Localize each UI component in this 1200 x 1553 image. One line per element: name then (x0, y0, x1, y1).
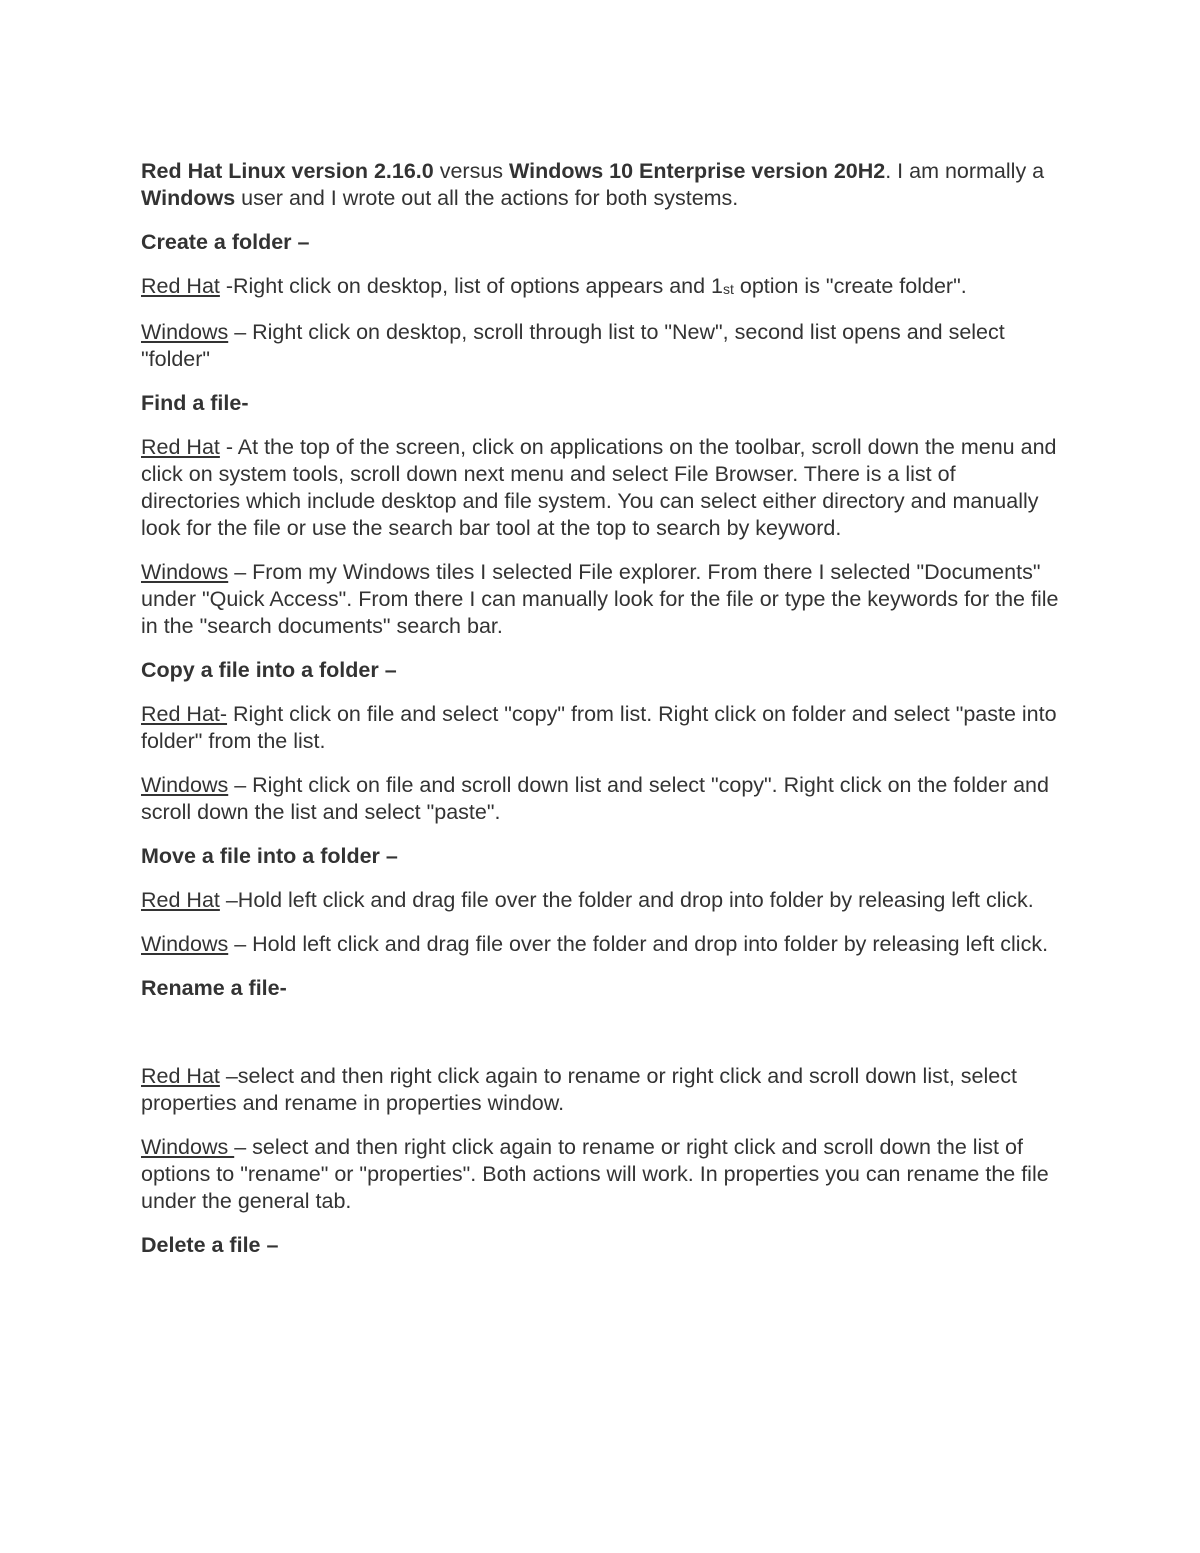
heading-create-folder: Create a folder – (141, 230, 310, 254)
heading-move-file: Move a file into a folder – (141, 844, 398, 868)
superscript-st: st (723, 281, 734, 297)
paragraph-copy-windows (141, 772, 1059, 826)
heading-delete-file: Delete a file – (141, 1233, 279, 1257)
text-find-windows: – From my Windows tiles I selected File explorer. From there I selected "Documents" under "Quick Access". From there I can manually look for the file or type the keywords for the file in the "search documents" search bar. (141, 560, 1059, 638)
paragraph-find-redhat (141, 434, 1059, 542)
paragraph-copy-redhat (141, 701, 1059, 755)
label-redhat: Red Hat (141, 274, 220, 298)
label-windows: Windows (141, 1135, 235, 1159)
paragraph-create-redhat (141, 273, 1059, 302)
label-redhat: Red Hat- (141, 702, 228, 726)
heading-copy-file: Copy a file into a folder – (141, 658, 397, 682)
text-rename-redhat: –select and then right click again to rename or right click and scroll down list, select properties and rename in properties window. (141, 1064, 1017, 1115)
intro-text-3: user and I wrote out all the actions for both systems. (235, 186, 739, 210)
intro-bold-redhat: Red Hat Linux version 2.16.0 (141, 159, 434, 183)
text-copy-windows: – Right click on file and scroll down list and select "copy". Right click on the folder and scroll down the list and select "paste". (141, 773, 1049, 824)
intro-bold-windows-version: Windows 10 Enterprise version 20H2 (509, 159, 886, 183)
label-redhat: Red Hat (141, 1064, 220, 1088)
label-windows: Windows (141, 932, 229, 956)
label-redhat: Red Hat (141, 435, 220, 459)
label-redhat: Red Hat (141, 888, 220, 912)
text-move-windows: – Hold left click and drag file over the folder and drop into folder by releasing left click. (228, 932, 1049, 956)
text-move-redhat: –Hold left click and drag file over the folder and drop into folder by releasing left click. (219, 888, 1034, 912)
intro-paragraph (141, 158, 1059, 212)
text-create-windows: – Right click on desktop, scroll through list to "New", second list opens and select "folder" (141, 320, 1005, 371)
text-copy-redhat: Right click on file and select "copy" from list. Right click on folder and select "paste into folder" from the list. (141, 702, 1057, 753)
text-create-redhat-b: option is "create folder". (733, 274, 967, 298)
text-create-redhat-a: -Right click on desktop, list of options appears and 1 (219, 274, 724, 298)
blank-gap (141, 1019, 1059, 1063)
heading-rename-file: Rename a file- (141, 976, 287, 1000)
paragraph-rename-windows (141, 1134, 1059, 1215)
label-windows: Windows (141, 773, 229, 797)
document-page (141, 158, 1059, 1276)
paragraph-find-windows (141, 559, 1059, 640)
label-windows: Windows (141, 560, 229, 584)
intro-text-1: versus (433, 159, 510, 183)
paragraph-rename-redhat (141, 1063, 1059, 1117)
label-windows: Windows (141, 320, 229, 344)
intro-text-2: . I am normally a (885, 159, 1045, 183)
intro-bold-windows: Windows (141, 186, 236, 210)
text-find-redhat: - At the top of the screen, click on applications on the toolbar, scroll down the menu and click on system tools, scroll down next menu and select File Browser. There is a list of directories which include desktop and file system. You can select either directory and manually look for the file or use the search bar tool at the top to search by keyword. (141, 435, 1057, 540)
text-rename-windows: – select and then right click again to rename or right click and scroll down the list of options to "rename" or "properties". Both actions will work. In properties you can rename the file under the general tab. (141, 1135, 1049, 1213)
paragraph-move-windows (141, 931, 1059, 958)
heading-find-file: Find a file- (141, 391, 249, 415)
paragraph-create-windows (141, 319, 1059, 373)
paragraph-move-redhat (141, 887, 1059, 914)
